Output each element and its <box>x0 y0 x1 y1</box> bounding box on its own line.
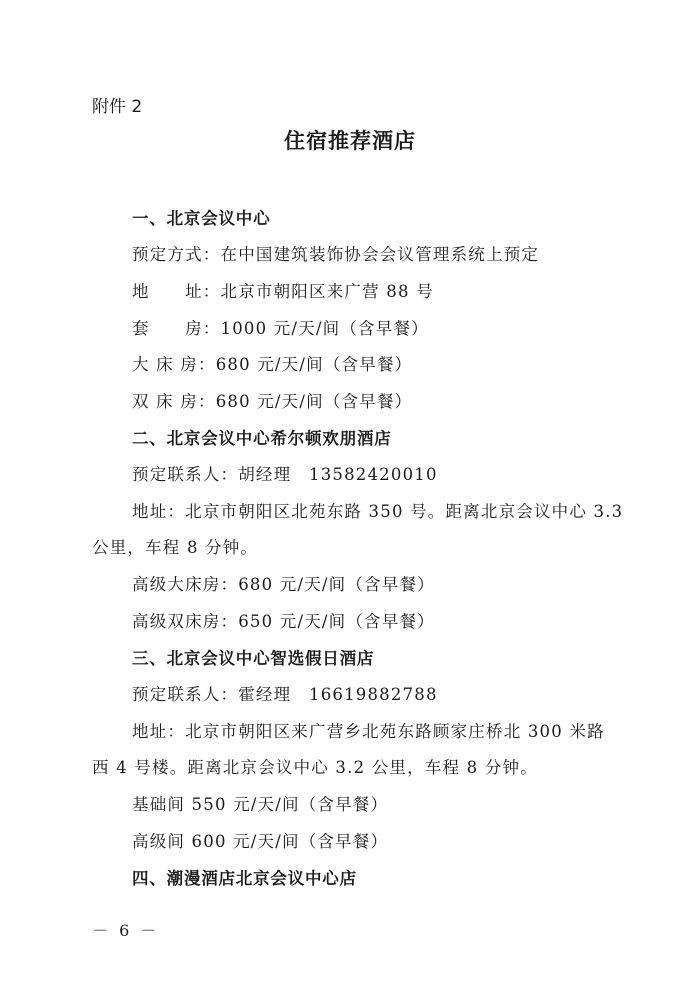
standard-room-price: 基础间 550 元/天/间（含早餐） <box>132 795 389 814</box>
superior-king-price: 高级大床房：680 元/天/间（含早餐） <box>132 575 435 594</box>
section-heading-4: 四、潮漫酒店北京会议中心店 <box>132 869 357 888</box>
address-2-continued: 公里，车程 8 分钟。 <box>92 538 259 557</box>
superior-twin-price: 高级双床房：650 元/天/间（含早餐） <box>132 612 435 631</box>
address-3-continued: 西 4 号楼。距离北京会议中心 3.2 公里，车程 8 分钟。 <box>92 758 538 777</box>
king-room-price: 大 床 房：680 元/天/间（含早餐） <box>132 355 413 374</box>
page-number: － 6 － <box>92 921 160 940</box>
address-2: 地址：北京市朝阳区北苑东路 350 号。距离北京会议中心 3.3 <box>132 502 624 521</box>
address-1: 地 址：北京市朝阳区来广营 88 号 <box>132 282 434 301</box>
suite-price: 套 房：1000 元/天/间（含早餐） <box>132 319 429 338</box>
contact-3: 预定联系人：霍经理 16619882788 <box>132 685 438 704</box>
document-title: 住宿推荐酒店 <box>284 129 416 153</box>
twin-room-price: 双 床 房：680 元/天/间（含早餐） <box>132 392 413 411</box>
booking-method: 预定方式：在中国建筑装饰协会会议管理系统上预定 <box>132 245 540 264</box>
section-heading-3: 三、北京会议中心智选假日酒店 <box>132 649 375 668</box>
address-3: 地址：北京市朝阳区来广营乡北苑东路顾家庄桥北 300 米路 <box>132 722 605 741</box>
contact-2: 预定联系人：胡经理 13582420010 <box>132 465 438 484</box>
section-heading-1: 一、北京会议中心 <box>132 209 271 228</box>
superior-room-price: 高级间 600 元/天/间（含早餐） <box>132 832 389 851</box>
attachment-label: 附件 2 <box>92 97 143 117</box>
section-heading-2: 二、北京会议中心希尔顿欢朋酒店 <box>132 429 392 448</box>
